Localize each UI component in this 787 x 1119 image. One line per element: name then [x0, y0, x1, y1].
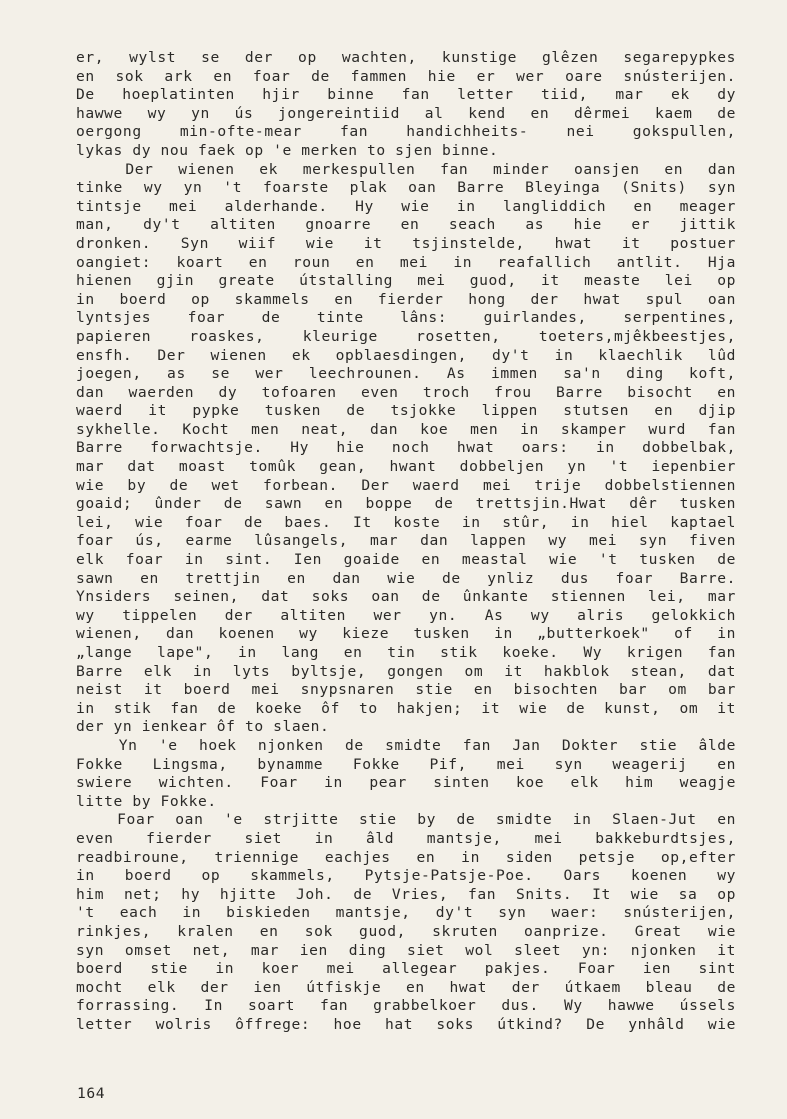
text-line: readbiroune, triennige eachjes en in siden petsje op,efter	[76, 848, 736, 866]
text-line: 't each in biskieden mantsje, dy't syn waer: snústerijen,	[76, 904, 736, 922]
text-line: dronken. Syn wiif wie it tsjinstelde, hwat it postuer	[76, 234, 736, 252]
text-line: Ynsiders seinen, dat soks oan de ûnkante stiennen lei, mar	[76, 588, 736, 606]
text-line: tintsje mei alderhande. Hy wie in langliddich en meager	[76, 197, 736, 215]
text-line: Der wienen ek merkespullen fan minder oansjen en dan	[76, 160, 736, 178]
text-line: boerd stie in koer mei allegear pakjes. Foar ien sint	[76, 960, 736, 978]
text-line: Barre forwachtsje. Hy hie noch hwat oars: in dobbelbak,	[76, 439, 736, 457]
text-line: sykhelle. Kocht men neat, dan koe men in skamper wurd fan	[76, 420, 736, 438]
text-line: lyntsjes foar de tinte lâns: guirlandes, serpentines,	[76, 309, 736, 327]
text-line: litte by Fokke.	[76, 792, 217, 810]
text-line: lykas dy nou faek op 'e merken to sjen binne.	[76, 141, 499, 159]
text-line: elk foar in sint. Ien goaide en meastal wie 't tusken de	[76, 551, 736, 569]
text-line: mar dat moast tomûk gean, hwant dobbeljen yn 't iepenbier	[76, 458, 736, 476]
text-line: in stik fan de koeke ôf to hakjen; it wie de kunst, om it	[76, 699, 736, 717]
text-line: waerd it pypke tusken de tsjokke lippen stutsen en djip	[76, 402, 736, 420]
text-line: Foar oan 'e strjitte stie by de smidte in Slaen-Jut en	[76, 811, 736, 829]
text-line: in boerd op skammels en fierder hong der hwat spul oan	[76, 290, 736, 308]
text-line: De hoeplatinten hjir binne fan letter tiid, mar ek dy	[76, 86, 736, 104]
text-line: wienen, dan koenen wy kieze tusken in „butterkoek" of in	[76, 625, 736, 643]
text-line: him net; hy hjitte Joh. de Vries, fan Snits. It wie sa op	[76, 885, 736, 903]
text-line: oergong min-ofte-mear fan handichheits- nei gokspullen,	[76, 123, 736, 141]
text-line: Fokke Lingsma, bynamme Fokke Pif, mei syn weagerij en	[76, 755, 736, 773]
text-line: letter wolris ôffrege: hoe hat soks útkind? De ynhâld wie	[76, 1015, 736, 1033]
text-line: Yn 'e hoek njonken de smidte fan Jan Dokter stie âlde	[76, 736, 736, 754]
text-line: syn omset net, mar ien ding siet wol sleet yn: njonken it	[76, 941, 736, 959]
text-line: tinke wy yn 't foarste plak oan Barre Bleyinga (Snits) syn	[76, 179, 736, 197]
text-line: mocht elk der ien útfiskje en hwat der útkaem bleau de	[76, 978, 736, 996]
text-line: dan waerden dy tofoaren even troch frou Barre bisocht en	[76, 383, 736, 401]
text-line: wy tippelen der altiten wer yn. As wy alris gelokkich	[76, 606, 736, 624]
text-line: Barre elk in lyts byltsje, gongen om it hakblok stean, dat	[76, 662, 736, 680]
text-line: rinkjes, kralen en sok guod, skruten oanprize. Great wie	[76, 922, 736, 940]
text-line: hienen gjin greate útstalling mei guod, it measte lei op	[76, 272, 736, 290]
text-line: oangiet: koart en roun en mei in reafallich antlit. Hja	[76, 253, 736, 271]
body-text	[76, 49, 736, 1034]
text-line: ensfh. Der wienen ek opblaesdingen, dy't in klaechlik lûd	[76, 346, 736, 364]
text-line: even fierder siet in âld mantsje, mei bakkeburdtsjes,	[76, 829, 736, 847]
text-line: en sok ark en foar de fammen hie er wer oare snústerijen.	[76, 67, 736, 85]
text-line: sawn en trettjin en dan wie de ynliz dus foar Barre.	[76, 569, 736, 587]
text-line: in boerd op skammels, Pytsje-Patsje-Poe. Oars koenen wy	[76, 867, 736, 885]
text-line: foar ús, earme lûsangels, mar dan lappen wy mei syn fiven	[76, 532, 736, 550]
text-line: forrassing. In soart fan grabbelkoer dus. Wy hawwe ússels	[76, 997, 736, 1015]
text-line: wie by de wet forbean. Der waerd mei trije dobbelstiennen	[76, 476, 736, 494]
text-line: der yn ienkear ôf to slaen.	[76, 718, 330, 736]
text-line: joegen, as se wer leechrounen. As immen sa'n ding koft,	[76, 365, 736, 383]
text-line: „lange lape", in lang en tin stik koeke. Wy krigen fan	[76, 644, 736, 661]
text-line: hawwe wy yn ús jongereintiid al kend en dêrmei kaem de	[76, 104, 736, 122]
text-line: swiere wichten. Foar in pear sinten koe elk him weagje	[76, 774, 736, 792]
page-number: 164	[77, 1085, 106, 1102]
text-line: goaid; ûnder de sawn en boppe de trettsjin.Hwat dêr tusken	[76, 495, 736, 513]
text-line: er, wylst se der op wachten, kunstige glêzen segarepypkes	[76, 49, 736, 66]
text-line: man, dy't altiten gnoarre en seach as hie er jittik	[76, 216, 736, 234]
text-line: papieren roaskes, kleurige rosetten, toeters,mjêkbeestjes,	[76, 327, 736, 345]
text-line: lei, wie foar de baes. It koste in stûr, in hiel kaptael	[76, 513, 736, 531]
text-line: neist it boerd mei snypsnaren stie en bisochten bar om bar	[76, 681, 736, 699]
